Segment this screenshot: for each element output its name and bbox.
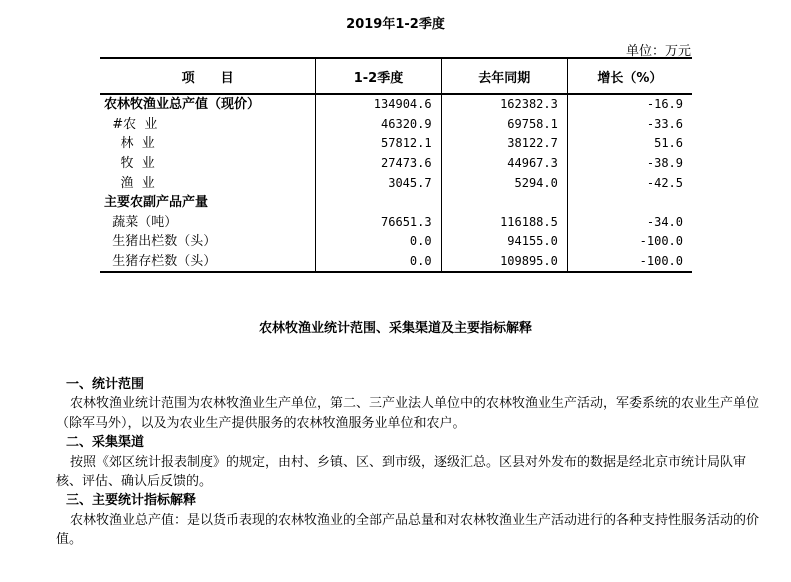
cell-growth <box>567 193 692 213</box>
table-row <box>100 94 692 115</box>
cell-current: 76651.3 <box>316 213 441 233</box>
cell-current: 0.0 <box>316 232 441 252</box>
section-text-scope: 农林牧渔业统计范围为农林牧渔业生产单位，第二、三产业法人单位中的农林牧渔业生产活动，军委系统的农业生产单位（除军马外），以及为农业生产提供服务的农林牧渔服务业单位和农户。 <box>56 396 760 431</box>
cell-current: 0.0 <box>316 252 441 273</box>
section-heading-channel: 二、采集渠道 <box>66 435 145 451</box>
table-row <box>100 173 692 193</box>
statistics-table <box>100 57 692 273</box>
table-header-row <box>100 58 692 94</box>
cell-last-year: 38122.7 <box>441 134 567 154</box>
cell-growth: -100.0 <box>567 252 692 273</box>
cell-current: 3045.7 <box>316 173 441 193</box>
table-row <box>100 232 692 252</box>
table-row <box>100 154 692 174</box>
cell-last-year: 44967.3 <box>441 154 567 174</box>
cell-growth: -38.9 <box>567 154 692 174</box>
cell-current: 46320.9 <box>316 115 441 135</box>
cell-last-year: 94155.0 <box>441 232 567 252</box>
header-last-year: 去年同期 <box>441 58 567 94</box>
row-label: 生猪存栏数（头） <box>100 252 316 273</box>
report-title: 2019年1-2季度 <box>346 17 445 32</box>
table-row <box>100 134 692 154</box>
cell-last-year: 69758.1 <box>441 115 567 135</box>
notes-body <box>56 375 760 550</box>
notes-title: 农林牧渔业统计范围、采集渠道及主要指标解释 <box>258 321 532 336</box>
cell-current: 57812.1 <box>316 134 441 154</box>
unit-label: 单位：万元 <box>625 44 691 59</box>
cell-current: 134904.6 <box>316 94 441 115</box>
cell-current: 27473.6 <box>316 154 441 174</box>
cell-last-year <box>441 193 567 213</box>
row-label: 蔬菜（吨） <box>104 214 178 230</box>
cell-last-year: 116188.5 <box>441 213 567 233</box>
cell-last-year: 162382.3 <box>441 94 567 115</box>
section-text-indicators: 农林牧渔业总产值：是以货币表现的农林牧渔业的全部产品总量和对农林牧渔业生产活动进行的各种支持性服务活动的价值。 <box>56 512 760 548</box>
row-label: 渔 业 <box>104 175 155 191</box>
row-label: 农林牧渔业总产值（现价） <box>104 97 261 113</box>
cell-growth: -33.6 <box>567 115 692 135</box>
cell-growth: -42.5 <box>567 173 692 193</box>
row-label: 生猪出栏数（头） <box>104 234 217 250</box>
row-label: #农 业 <box>104 116 158 132</box>
section-heading-scope: 一、统计范围 <box>66 377 145 392</box>
table-row <box>100 193 692 213</box>
table-row <box>100 213 692 233</box>
row-label: 林 业 <box>104 136 155 152</box>
cell-growth: -100.0 <box>567 232 692 252</box>
header-current: 1-2季度 <box>316 58 441 94</box>
section-heading-indicators: 三、主要统计指标解释 <box>66 493 197 509</box>
table-row <box>100 115 692 135</box>
table-row <box>100 252 692 273</box>
header-growth: 增长（%） <box>567 58 692 94</box>
cell-growth: 51.6 <box>567 134 692 154</box>
row-label: 主要农副产品产量 <box>104 195 209 211</box>
cell-last-year: 109895.0 <box>441 252 567 273</box>
header-item: 项 目 <box>100 58 316 94</box>
cell-last-year: 5294.0 <box>441 173 567 193</box>
cell-growth: -34.0 <box>567 213 692 233</box>
cell-growth: -16.9 <box>567 94 692 115</box>
section-text-channel: 按照《郊区统计报表制度》的规定，由村、乡镇、区、到市级，逐级汇总。区县对外发布的数据是经北京市统计局队审核、评估、确认后反馈的。 <box>56 454 747 490</box>
cell-current <box>316 193 441 213</box>
row-label: 牧 业 <box>104 156 155 172</box>
